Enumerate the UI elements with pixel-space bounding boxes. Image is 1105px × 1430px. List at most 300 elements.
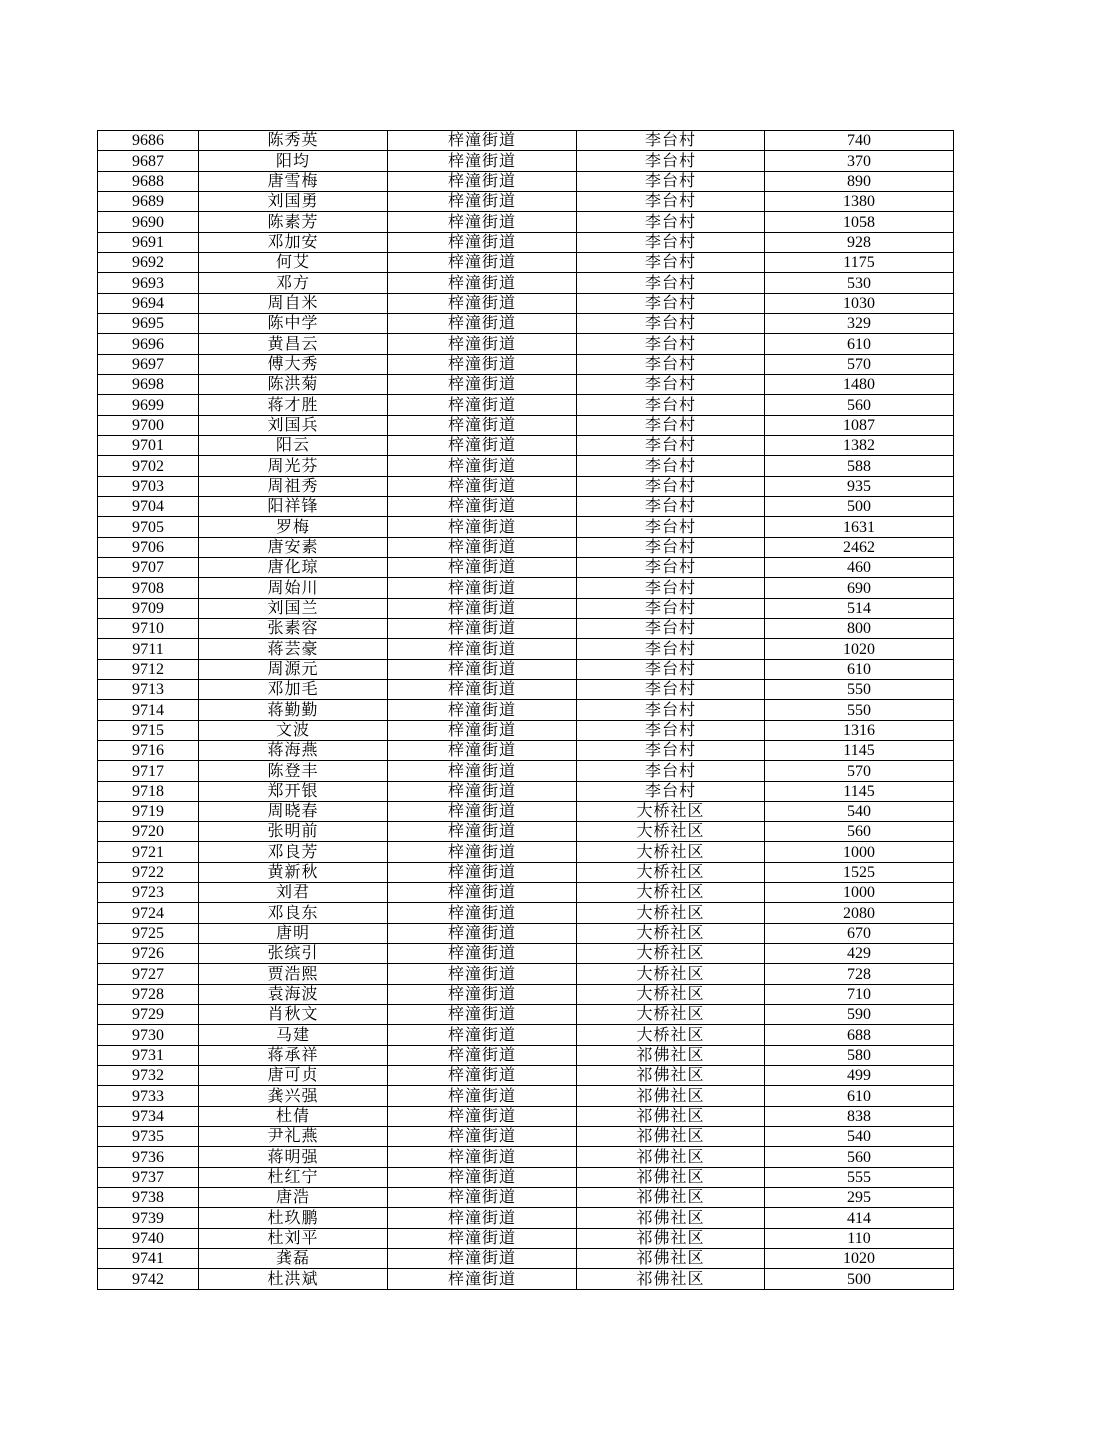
cell-amount: 1020 xyxy=(765,639,954,659)
cell-village: 李台村 xyxy=(577,415,765,435)
cell-name: 张缤引 xyxy=(199,944,388,964)
cell-street: 梓潼街道 xyxy=(388,842,577,862)
cell-street: 梓潼街道 xyxy=(388,212,577,232)
cell-village: 李台村 xyxy=(577,618,765,638)
cell-name: 文波 xyxy=(199,720,388,740)
cell-name: 蒋承祥 xyxy=(199,1045,388,1065)
cell-street: 梓潼街道 xyxy=(388,151,577,171)
cell-street: 梓潼街道 xyxy=(388,476,577,496)
cell-number: 9691 xyxy=(98,232,199,252)
cell-amount: 329 xyxy=(765,313,954,333)
cell-number: 9693 xyxy=(98,273,199,293)
cell-name: 蒋勤勤 xyxy=(199,700,388,720)
cell-village: 祁佛社区 xyxy=(577,1188,765,1208)
cell-street: 梓潼街道 xyxy=(388,984,577,1004)
cell-street: 梓潼街道 xyxy=(388,1147,577,1167)
cell-name: 周晓春 xyxy=(199,801,388,821)
table-row xyxy=(98,578,954,598)
cell-name: 阳云 xyxy=(199,435,388,455)
cell-street: 梓潼街道 xyxy=(388,700,577,720)
table-row xyxy=(98,517,954,537)
cell-street: 梓潼街道 xyxy=(388,374,577,394)
cell-number: 9687 xyxy=(98,151,199,171)
cell-number: 9698 xyxy=(98,374,199,394)
table-row xyxy=(98,679,954,699)
cell-village: 李台村 xyxy=(577,456,765,476)
table-row xyxy=(98,761,954,781)
table-row xyxy=(98,374,954,394)
cell-amount: 555 xyxy=(765,1167,954,1187)
cell-village: 大桥社区 xyxy=(577,964,765,984)
cell-village: 祁佛社区 xyxy=(577,1249,765,1269)
cell-street: 梓潼街道 xyxy=(388,598,577,618)
cell-name: 贾浩熙 xyxy=(199,964,388,984)
cell-number: 9733 xyxy=(98,1086,199,1106)
cell-number: 9704 xyxy=(98,496,199,516)
cell-amount: 710 xyxy=(765,984,954,1004)
cell-village: 李台村 xyxy=(577,374,765,394)
cell-village: 李台村 xyxy=(577,537,765,557)
cell-number: 9686 xyxy=(98,131,199,151)
cell-name: 周始川 xyxy=(199,578,388,598)
cell-amount: 429 xyxy=(765,944,954,964)
cell-number: 9722 xyxy=(98,862,199,882)
cell-number: 9699 xyxy=(98,395,199,415)
cell-name: 蒋芸豪 xyxy=(199,639,388,659)
cell-name: 阳祥锋 xyxy=(199,496,388,516)
cell-amount: 688 xyxy=(765,1025,954,1045)
cell-number: 9710 xyxy=(98,618,199,638)
cell-name: 周祖秀 xyxy=(199,476,388,496)
cell-amount: 540 xyxy=(765,801,954,821)
table-row xyxy=(98,1147,954,1167)
cell-village: 李台村 xyxy=(577,578,765,598)
cell-street: 梓潼街道 xyxy=(388,659,577,679)
table-row xyxy=(98,476,954,496)
cell-village: 大桥社区 xyxy=(577,944,765,964)
cell-number: 9718 xyxy=(98,781,199,801)
table-row xyxy=(98,354,954,374)
cell-number: 9719 xyxy=(98,801,199,821)
cell-street: 梓潼街道 xyxy=(388,313,577,333)
cell-name: 杜红宁 xyxy=(199,1167,388,1187)
cell-street: 梓潼街道 xyxy=(388,354,577,374)
cell-name: 龚兴强 xyxy=(199,1086,388,1106)
cell-number: 9712 xyxy=(98,659,199,679)
cell-number: 9739 xyxy=(98,1208,199,1228)
cell-amount: 728 xyxy=(765,964,954,984)
cell-number: 9707 xyxy=(98,557,199,577)
table-row xyxy=(98,212,954,232)
table-row xyxy=(98,903,954,923)
cell-name: 唐雪梅 xyxy=(199,171,388,191)
cell-street: 梓潼街道 xyxy=(388,964,577,984)
table-row xyxy=(98,842,954,862)
cell-village: 祁佛社区 xyxy=(577,1127,765,1147)
cell-street: 梓潼街道 xyxy=(388,862,577,882)
cell-name: 肖秋文 xyxy=(199,1005,388,1025)
cell-name: 黄新秋 xyxy=(199,862,388,882)
cell-street: 梓潼街道 xyxy=(388,557,577,577)
cell-number: 9741 xyxy=(98,1249,199,1269)
cell-number: 9694 xyxy=(98,293,199,313)
cell-number: 9706 xyxy=(98,537,199,557)
cell-number: 9688 xyxy=(98,171,199,191)
cell-name: 唐明 xyxy=(199,923,388,943)
cell-amount: 1000 xyxy=(765,883,954,903)
cell-village: 李台村 xyxy=(577,700,765,720)
cell-amount: 499 xyxy=(765,1066,954,1086)
cell-street: 梓潼街道 xyxy=(388,801,577,821)
cell-number: 9690 xyxy=(98,212,199,232)
cell-amount: 1480 xyxy=(765,374,954,394)
cell-number: 9715 xyxy=(98,720,199,740)
cell-amount: 800 xyxy=(765,618,954,638)
table-row xyxy=(98,984,954,1004)
table-row xyxy=(98,1188,954,1208)
table-row xyxy=(98,1208,954,1228)
cell-name: 龚磊 xyxy=(199,1249,388,1269)
cell-name: 杜倩 xyxy=(199,1106,388,1126)
table-row xyxy=(98,1005,954,1025)
cell-amount: 610 xyxy=(765,659,954,679)
table-row xyxy=(98,313,954,333)
cell-name: 蒋海燕 xyxy=(199,740,388,760)
cell-number: 9702 xyxy=(98,456,199,476)
cell-village: 大桥社区 xyxy=(577,822,765,842)
cell-name: 邓加毛 xyxy=(199,679,388,699)
table-row xyxy=(98,293,954,313)
cell-number: 9732 xyxy=(98,1066,199,1086)
cell-village: 大桥社区 xyxy=(577,842,765,862)
cell-name: 邓加安 xyxy=(199,232,388,252)
cell-village: 李台村 xyxy=(577,659,765,679)
table-row xyxy=(98,639,954,659)
cell-village: 李台村 xyxy=(577,740,765,760)
cell-amount: 935 xyxy=(765,476,954,496)
table-row xyxy=(98,435,954,455)
cell-name: 袁海波 xyxy=(199,984,388,1004)
cell-number: 9726 xyxy=(98,944,199,964)
cell-number: 9709 xyxy=(98,598,199,618)
cell-name: 邓良芳 xyxy=(199,842,388,862)
cell-amount: 1058 xyxy=(765,212,954,232)
cell-number: 9738 xyxy=(98,1188,199,1208)
cell-street: 梓潼街道 xyxy=(388,1269,577,1289)
table-row xyxy=(98,232,954,252)
cell-street: 梓潼街道 xyxy=(388,435,577,455)
cell-amount: 690 xyxy=(765,578,954,598)
cell-name: 陈中学 xyxy=(199,313,388,333)
cell-name: 黄昌云 xyxy=(199,334,388,354)
cell-village: 李台村 xyxy=(577,679,765,699)
cell-village: 李台村 xyxy=(577,354,765,374)
table-row xyxy=(98,862,954,882)
cell-number: 9742 xyxy=(98,1269,199,1289)
cell-name: 蒋才胜 xyxy=(199,395,388,415)
cell-amount: 580 xyxy=(765,1045,954,1065)
cell-village: 李台村 xyxy=(577,557,765,577)
table-row xyxy=(98,1127,954,1147)
cell-name: 唐可贞 xyxy=(199,1066,388,1086)
table-row xyxy=(98,171,954,191)
data-table xyxy=(97,130,954,1290)
cell-village: 大桥社区 xyxy=(577,1005,765,1025)
table-row xyxy=(98,1086,954,1106)
cell-amount: 1000 xyxy=(765,842,954,862)
cell-name: 唐化琼 xyxy=(199,557,388,577)
cell-number: 9734 xyxy=(98,1106,199,1126)
cell-street: 梓潼街道 xyxy=(388,1127,577,1147)
cell-number: 9725 xyxy=(98,923,199,943)
cell-amount: 890 xyxy=(765,171,954,191)
cell-street: 梓潼街道 xyxy=(388,537,577,557)
cell-street: 梓潼街道 xyxy=(388,171,577,191)
cell-village: 祁佛社区 xyxy=(577,1269,765,1289)
cell-amount: 610 xyxy=(765,334,954,354)
cell-number: 9692 xyxy=(98,252,199,272)
table-row xyxy=(98,964,954,984)
cell-amount: 1382 xyxy=(765,435,954,455)
cell-name: 邓良东 xyxy=(199,903,388,923)
cell-amount: 295 xyxy=(765,1188,954,1208)
table-row xyxy=(98,415,954,435)
cell-amount: 414 xyxy=(765,1208,954,1228)
table-row xyxy=(98,456,954,476)
cell-number: 9705 xyxy=(98,517,199,537)
cell-amount: 370 xyxy=(765,151,954,171)
cell-village: 李台村 xyxy=(577,131,765,151)
cell-number: 9695 xyxy=(98,313,199,333)
cell-name: 张素容 xyxy=(199,618,388,638)
cell-amount: 460 xyxy=(765,557,954,577)
cell-village: 祁佛社区 xyxy=(577,1208,765,1228)
cell-name: 刘国兰 xyxy=(199,598,388,618)
cell-name: 唐浩 xyxy=(199,1188,388,1208)
cell-amount: 570 xyxy=(765,761,954,781)
cell-amount: 110 xyxy=(765,1228,954,1248)
table-row xyxy=(98,1106,954,1126)
cell-street: 梓潼街道 xyxy=(388,923,577,943)
cell-number: 9713 xyxy=(98,679,199,699)
cell-amount: 838 xyxy=(765,1106,954,1126)
cell-number: 9727 xyxy=(98,964,199,984)
cell-amount: 928 xyxy=(765,232,954,252)
cell-village: 李台村 xyxy=(577,232,765,252)
cell-street: 梓潼街道 xyxy=(388,1025,577,1045)
cell-street: 梓潼街道 xyxy=(388,618,577,638)
cell-name: 陈登丰 xyxy=(199,761,388,781)
table-row xyxy=(98,496,954,516)
cell-street: 梓潼街道 xyxy=(388,131,577,151)
cell-amount: 1030 xyxy=(765,293,954,313)
cell-village: 大桥社区 xyxy=(577,801,765,821)
cell-street: 梓潼街道 xyxy=(388,578,577,598)
cell-number: 9711 xyxy=(98,639,199,659)
table-row xyxy=(98,395,954,415)
cell-amount: 570 xyxy=(765,354,954,374)
cell-number: 9716 xyxy=(98,740,199,760)
cell-name: 周源元 xyxy=(199,659,388,679)
table-row xyxy=(98,944,954,964)
cell-street: 梓潼街道 xyxy=(388,191,577,211)
table-row xyxy=(98,1025,954,1045)
cell-name: 刘国勇 xyxy=(199,191,388,211)
cell-street: 梓潼街道 xyxy=(388,883,577,903)
cell-amount: 1175 xyxy=(765,252,954,272)
cell-amount: 540 xyxy=(765,1127,954,1147)
cell-name: 陈洪菊 xyxy=(199,374,388,394)
cell-amount: 1020 xyxy=(765,1249,954,1269)
cell-village: 大桥社区 xyxy=(577,923,765,943)
cell-village: 李台村 xyxy=(577,151,765,171)
cell-name: 陈秀英 xyxy=(199,131,388,151)
table-row xyxy=(98,659,954,679)
cell-name: 杜刘平 xyxy=(199,1228,388,1248)
cell-amount: 1316 xyxy=(765,720,954,740)
cell-number: 9731 xyxy=(98,1045,199,1065)
cell-name: 张明前 xyxy=(199,822,388,842)
cell-street: 梓潼街道 xyxy=(388,232,577,252)
table-row xyxy=(98,1228,954,1248)
cell-number: 9696 xyxy=(98,334,199,354)
table-row xyxy=(98,557,954,577)
cell-amount: 1087 xyxy=(765,415,954,435)
cell-number: 9721 xyxy=(98,842,199,862)
cell-number: 9740 xyxy=(98,1228,199,1248)
cell-amount: 2080 xyxy=(765,903,954,923)
table-row xyxy=(98,1045,954,1065)
cell-village: 李台村 xyxy=(577,313,765,333)
cell-name: 蒋明强 xyxy=(199,1147,388,1167)
cell-number: 9737 xyxy=(98,1167,199,1187)
cell-village: 祁佛社区 xyxy=(577,1066,765,1086)
cell-street: 梓潼街道 xyxy=(388,761,577,781)
cell-street: 梓潼街道 xyxy=(388,456,577,476)
table-row xyxy=(98,883,954,903)
cell-amount: 740 xyxy=(765,131,954,151)
cell-name: 尹礼燕 xyxy=(199,1127,388,1147)
table-row xyxy=(98,252,954,272)
cell-name: 何艾 xyxy=(199,252,388,272)
cell-name: 周光芬 xyxy=(199,456,388,476)
cell-amount: 1631 xyxy=(765,517,954,537)
cell-street: 梓潼街道 xyxy=(388,334,577,354)
cell-amount: 2462 xyxy=(765,537,954,557)
cell-amount: 530 xyxy=(765,273,954,293)
cell-name: 唐安素 xyxy=(199,537,388,557)
cell-village: 李台村 xyxy=(577,517,765,537)
cell-number: 9720 xyxy=(98,822,199,842)
cell-amount: 560 xyxy=(765,395,954,415)
cell-number: 9735 xyxy=(98,1127,199,1147)
cell-village: 大桥社区 xyxy=(577,903,765,923)
table-row xyxy=(98,334,954,354)
table-row xyxy=(98,923,954,943)
cell-name: 刘国兵 xyxy=(199,415,388,435)
cell-name: 邓方 xyxy=(199,273,388,293)
cell-village: 李台村 xyxy=(577,496,765,516)
table-row xyxy=(98,1167,954,1187)
cell-village: 李台村 xyxy=(577,761,765,781)
cell-number: 9724 xyxy=(98,903,199,923)
cell-street: 梓潼街道 xyxy=(388,252,577,272)
cell-street: 梓潼街道 xyxy=(388,679,577,699)
cell-street: 梓潼街道 xyxy=(388,740,577,760)
cell-village: 大桥社区 xyxy=(577,1025,765,1045)
table-row xyxy=(98,822,954,842)
cell-amount: 550 xyxy=(765,679,954,699)
cell-amount: 1380 xyxy=(765,191,954,211)
cell-number: 9728 xyxy=(98,984,199,1004)
cell-name: 陈素芳 xyxy=(199,212,388,232)
table-row xyxy=(98,740,954,760)
cell-number: 9736 xyxy=(98,1147,199,1167)
table-row xyxy=(98,1249,954,1269)
cell-amount: 1145 xyxy=(765,781,954,801)
cell-village: 大桥社区 xyxy=(577,883,765,903)
cell-number: 9729 xyxy=(98,1005,199,1025)
cell-amount: 1525 xyxy=(765,862,954,882)
table-row xyxy=(98,1269,954,1289)
cell-street: 梓潼街道 xyxy=(388,1188,577,1208)
cell-street: 梓潼街道 xyxy=(388,944,577,964)
cell-street: 梓潼街道 xyxy=(388,1086,577,1106)
cell-name: 罗梅 xyxy=(199,517,388,537)
cell-number: 9689 xyxy=(98,191,199,211)
cell-name: 杜玖鹏 xyxy=(199,1208,388,1228)
cell-number: 9703 xyxy=(98,476,199,496)
cell-street: 梓潼街道 xyxy=(388,1228,577,1248)
cell-village: 祁佛社区 xyxy=(577,1086,765,1106)
cell-village: 祁佛社区 xyxy=(577,1045,765,1065)
cell-village: 李台村 xyxy=(577,293,765,313)
cell-village: 李台村 xyxy=(577,639,765,659)
cell-village: 李台村 xyxy=(577,252,765,272)
cell-street: 梓潼街道 xyxy=(388,1045,577,1065)
table-row xyxy=(98,1066,954,1086)
cell-street: 梓潼街道 xyxy=(388,517,577,537)
cell-number: 9730 xyxy=(98,1025,199,1045)
cell-village: 祁佛社区 xyxy=(577,1106,765,1126)
cell-number: 9723 xyxy=(98,883,199,903)
table-body xyxy=(98,131,954,1290)
cell-street: 梓潼街道 xyxy=(388,1167,577,1187)
cell-village: 李台村 xyxy=(577,781,765,801)
cell-name: 阳均 xyxy=(199,151,388,171)
cell-amount: 500 xyxy=(765,1269,954,1289)
cell-village: 李台村 xyxy=(577,273,765,293)
cell-street: 梓潼街道 xyxy=(388,1005,577,1025)
cell-village: 祁佛社区 xyxy=(577,1147,765,1167)
cell-street: 梓潼街道 xyxy=(388,1249,577,1269)
cell-village: 李台村 xyxy=(577,171,765,191)
table-row xyxy=(98,781,954,801)
table-row xyxy=(98,273,954,293)
cell-village: 李台村 xyxy=(577,212,765,232)
cell-street: 梓潼街道 xyxy=(388,496,577,516)
cell-amount: 1145 xyxy=(765,740,954,760)
cell-number: 9697 xyxy=(98,354,199,374)
cell-name: 刘君 xyxy=(199,883,388,903)
cell-amount: 560 xyxy=(765,1147,954,1167)
cell-amount: 670 xyxy=(765,923,954,943)
cell-street: 梓潼街道 xyxy=(388,1208,577,1228)
cell-name: 周自米 xyxy=(199,293,388,313)
table-row xyxy=(98,801,954,821)
cell-amount: 550 xyxy=(765,700,954,720)
cell-name: 傅大秀 xyxy=(199,354,388,374)
